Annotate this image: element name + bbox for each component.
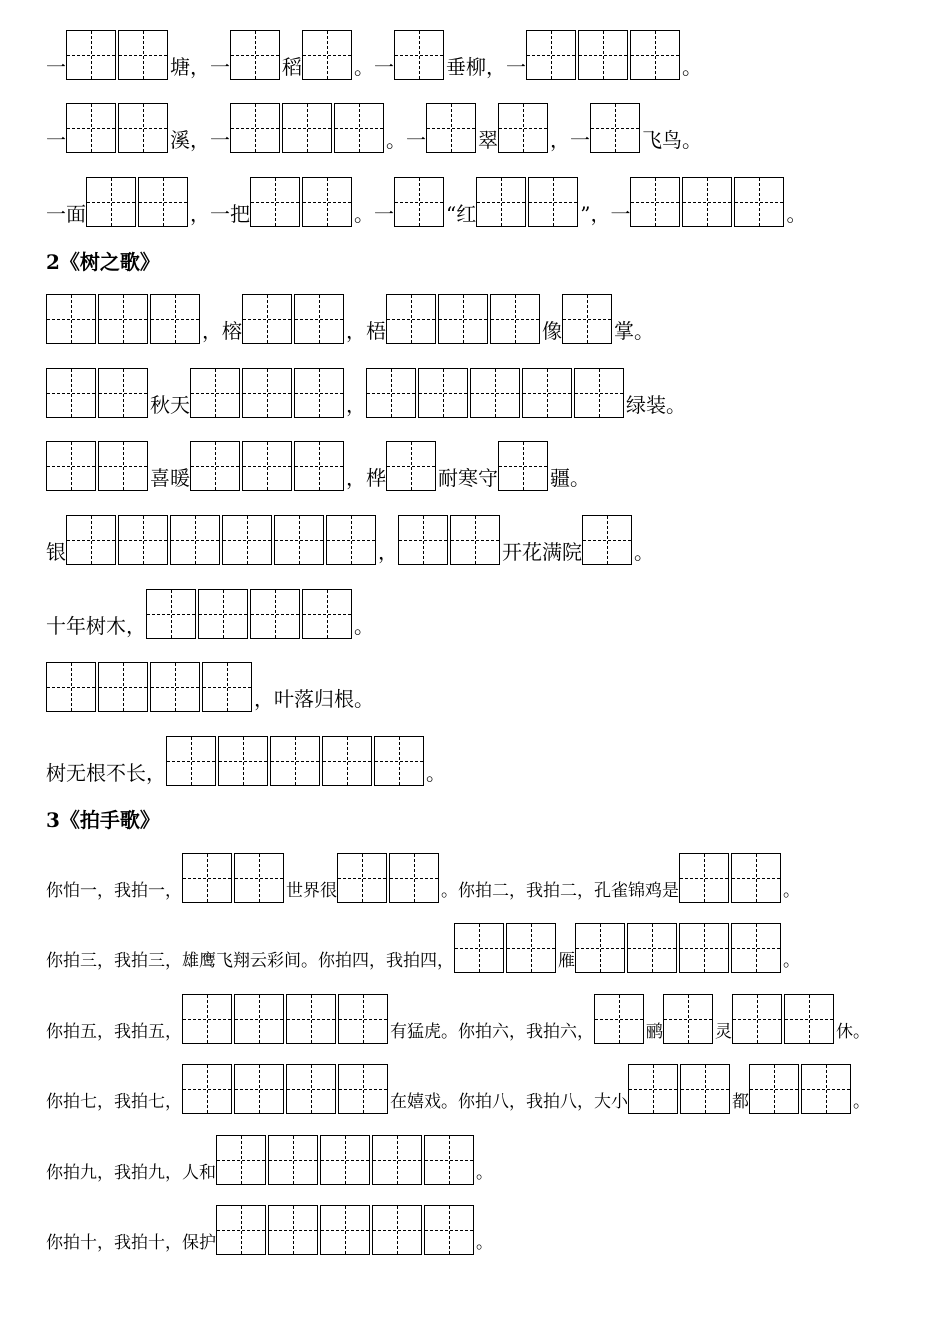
s1-line-3 xyxy=(46,177,806,227)
line-text: ， xyxy=(378,540,398,564)
line-text: 一 xyxy=(46,128,66,152)
writing-grid-box xyxy=(198,589,248,639)
writing-grid-box xyxy=(476,177,526,227)
writing-grid-box xyxy=(230,30,280,80)
s3-line-2 xyxy=(46,923,800,973)
writing-grid-box xyxy=(627,923,677,973)
line-text: 一面 xyxy=(46,202,86,226)
writing-grid-box xyxy=(734,177,784,227)
line-text: 。一 xyxy=(354,202,394,226)
writing-grid-box xyxy=(394,177,444,227)
writing-grid-box xyxy=(46,662,96,712)
line-text: 。一 xyxy=(354,55,394,79)
line-text: 你拍三，我拍三，雄鹰飞翔云彩间。你拍四，我拍四， xyxy=(46,951,454,971)
writing-grid-box xyxy=(118,515,168,565)
writing-grid-box xyxy=(98,441,148,491)
writing-grid-box xyxy=(250,177,300,227)
writing-grid-box xyxy=(234,994,284,1044)
line-text: ”，一 xyxy=(580,202,631,226)
s3-line-6 xyxy=(46,1205,493,1255)
line-text: 。 xyxy=(634,540,654,564)
writing-grid-box xyxy=(46,368,96,418)
writing-grid-box xyxy=(374,736,424,786)
line-text: 休。 xyxy=(836,1022,870,1042)
line-text: “红 xyxy=(446,202,477,226)
writing-grid-box xyxy=(528,177,578,227)
writing-grid-box xyxy=(268,1205,318,1255)
writing-grid-box xyxy=(138,177,188,227)
line-text: 开花满院 xyxy=(502,540,582,564)
line-text: 喜暖 xyxy=(150,466,190,490)
writing-grid-box xyxy=(66,515,116,565)
writing-grid-box xyxy=(182,994,232,1044)
writing-grid-box xyxy=(294,368,344,418)
writing-grid-box xyxy=(294,294,344,344)
writing-grid-box xyxy=(424,1205,474,1255)
writing-grid-box xyxy=(628,1064,678,1114)
line-text: 垂柳，一 xyxy=(446,55,526,79)
writing-grid-box xyxy=(326,515,376,565)
writing-grid-box xyxy=(506,923,556,973)
writing-grid-box xyxy=(242,368,292,418)
writing-grid-box xyxy=(394,30,444,80)
s2-line-3 xyxy=(46,441,590,491)
writing-grid-box xyxy=(234,853,284,903)
writing-grid-box xyxy=(66,103,116,153)
writing-grid-box xyxy=(282,103,332,153)
line-text: 一 xyxy=(46,55,66,79)
line-text: 掌。 xyxy=(614,319,654,343)
line-text: 有猛虎。你拍六，我拍六， xyxy=(390,1022,594,1042)
s3-line-5 xyxy=(46,1135,493,1185)
writing-grid-box xyxy=(731,853,781,903)
writing-grid-box xyxy=(202,662,252,712)
line-text: 你拍七，我拍七， xyxy=(46,1092,182,1112)
line-text: ，一 xyxy=(550,128,590,152)
line-text: 你拍五，我拍五， xyxy=(46,1022,182,1042)
writing-grid-box xyxy=(386,294,436,344)
line-text: 。一 xyxy=(386,128,426,152)
writing-grid-box xyxy=(418,368,468,418)
writing-grid-box xyxy=(218,736,268,786)
writing-grid-box xyxy=(490,294,540,344)
writing-grid-box xyxy=(242,294,292,344)
writing-grid-box xyxy=(86,177,136,227)
writing-grid-box xyxy=(731,923,781,973)
writing-grid-box xyxy=(98,294,148,344)
s2-line-7 xyxy=(46,736,446,786)
writing-grid-box xyxy=(630,30,680,80)
writing-grid-box xyxy=(590,103,640,153)
writing-grid-box xyxy=(582,515,632,565)
line-text: 像 xyxy=(542,319,562,343)
writing-grid-box xyxy=(562,294,612,344)
s3-line-3 xyxy=(46,994,870,1044)
writing-grid-box xyxy=(630,177,680,227)
writing-grid-box xyxy=(170,515,220,565)
writing-grid-box xyxy=(498,103,548,153)
line-text: ，叶落归根。 xyxy=(254,687,374,711)
writing-grid-box xyxy=(274,515,324,565)
writing-grid-box xyxy=(424,1135,474,1185)
writing-grid-box xyxy=(784,994,834,1044)
line-text: 。 xyxy=(426,761,446,785)
line-text: 鹂 xyxy=(646,1022,663,1042)
writing-grid-box xyxy=(268,1135,318,1185)
writing-grid-box xyxy=(372,1205,422,1255)
writing-grid-box xyxy=(450,515,500,565)
line-text: 你拍九，我拍九，人和 xyxy=(46,1163,216,1183)
line-text: 。 xyxy=(476,1233,493,1253)
line-text: ， xyxy=(346,393,366,417)
writing-grid-box xyxy=(302,30,352,80)
writing-grid-box xyxy=(470,368,520,418)
writing-grid-box xyxy=(182,1064,232,1114)
line-text: 。 xyxy=(682,55,702,79)
writing-grid-box xyxy=(190,441,240,491)
line-text: 耐寒守 xyxy=(438,466,498,490)
line-text: 你怕一，我拍一， xyxy=(46,881,182,901)
line-text: ，桦 xyxy=(346,466,386,490)
writing-grid-box xyxy=(190,368,240,418)
line-text: 疆。 xyxy=(550,466,590,490)
line-text: 十年树木， xyxy=(46,614,146,638)
writing-grid-box xyxy=(337,853,387,903)
line-text: 。 xyxy=(853,1092,870,1112)
writing-grid-box xyxy=(334,103,384,153)
writing-grid-box xyxy=(679,923,729,973)
writing-grid-box xyxy=(574,368,624,418)
section-2-title: 2《树之歌》 xyxy=(46,250,160,274)
writing-grid-box xyxy=(320,1205,370,1255)
line-text: ，榕 xyxy=(202,319,242,343)
writing-grid-box xyxy=(98,368,148,418)
line-text: 你拍十，我拍十，保护 xyxy=(46,1233,216,1253)
line-text: 树无根不长， xyxy=(46,761,166,785)
writing-grid-box xyxy=(66,30,116,80)
line-text: 雁 xyxy=(558,951,575,971)
line-text: 塘，一 xyxy=(170,55,230,79)
writing-grid-box xyxy=(389,853,439,903)
writing-grid-box xyxy=(526,30,576,80)
s3-line-4 xyxy=(46,1064,870,1114)
line-text: 。 xyxy=(783,881,800,901)
writing-grid-box xyxy=(166,736,216,786)
s1-line-2 xyxy=(46,103,702,153)
s2-line-4 xyxy=(46,515,654,565)
writing-grid-box xyxy=(372,1135,422,1185)
writing-grid-box xyxy=(286,1064,336,1114)
writing-grid-box xyxy=(322,736,372,786)
writing-grid-box xyxy=(98,662,148,712)
writing-grid-box xyxy=(118,103,168,153)
writing-grid-box xyxy=(386,441,436,491)
line-text: 世界很 xyxy=(286,881,337,901)
writing-grid-box xyxy=(46,441,96,491)
line-text: 。 xyxy=(783,951,800,971)
s2-line-1 xyxy=(46,294,654,344)
writing-grid-box xyxy=(366,368,416,418)
line-text: ，一把 xyxy=(190,202,250,226)
writing-grid-box xyxy=(732,994,782,1044)
writing-grid-box xyxy=(438,294,488,344)
writing-grid-box xyxy=(498,441,548,491)
line-text: 银 xyxy=(46,540,66,564)
line-text: 飞鸟。 xyxy=(642,128,702,152)
writing-grid-box xyxy=(294,441,344,491)
line-text: 。 xyxy=(476,1163,493,1183)
writing-grid-box xyxy=(663,994,713,1044)
writing-grid-box xyxy=(146,589,196,639)
writing-grid-box xyxy=(46,294,96,344)
section-3-title: 3《拍手歌》 xyxy=(46,808,160,832)
writing-grid-box xyxy=(302,589,352,639)
line-text: 秋天 xyxy=(150,393,190,417)
line-text: 。 xyxy=(786,202,807,226)
writing-grid-box xyxy=(222,515,272,565)
writing-grid-box xyxy=(801,1064,851,1114)
line-text: 。 xyxy=(354,614,374,638)
s2-line-2 xyxy=(46,368,686,418)
writing-grid-box xyxy=(250,589,300,639)
line-text: 绿装。 xyxy=(626,393,686,417)
writing-grid-box xyxy=(578,30,628,80)
s2-line-5 xyxy=(46,589,374,639)
writing-grid-box xyxy=(150,662,200,712)
line-text: 溪，一 xyxy=(170,128,230,152)
line-text: 灵 xyxy=(715,1022,732,1042)
writing-grid-box xyxy=(398,515,448,565)
writing-grid-box xyxy=(216,1205,266,1255)
writing-grid-box xyxy=(679,853,729,903)
writing-grid-box xyxy=(118,30,168,80)
line-text: 。你拍二，我拍二，孔雀锦鸡是 xyxy=(441,881,679,901)
writing-grid-box xyxy=(242,441,292,491)
writing-grid-box xyxy=(454,923,504,973)
s3-line-1 xyxy=(46,853,800,903)
writing-grid-box xyxy=(749,1064,799,1114)
writing-grid-box xyxy=(680,1064,730,1114)
s2-line-6 xyxy=(46,662,374,712)
writing-grid-box xyxy=(522,368,572,418)
line-text: ，梧 xyxy=(346,319,386,343)
writing-grid-box xyxy=(682,177,732,227)
writing-grid-box xyxy=(182,853,232,903)
line-text: 稻 xyxy=(282,55,302,79)
line-text: 在嬉戏。你拍八，我拍八，大小 xyxy=(390,1092,628,1112)
writing-grid-box xyxy=(594,994,644,1044)
writing-grid-box xyxy=(286,994,336,1044)
writing-grid-box xyxy=(150,294,200,344)
writing-grid-box xyxy=(270,736,320,786)
writing-grid-box xyxy=(426,103,476,153)
writing-grid-box xyxy=(302,177,352,227)
writing-grid-box xyxy=(338,1064,388,1114)
line-text: 翠 xyxy=(478,128,498,152)
s1-line-1 xyxy=(46,30,702,80)
writing-grid-box xyxy=(320,1135,370,1185)
line-text: 都 xyxy=(732,1092,749,1112)
writing-grid-box xyxy=(575,923,625,973)
writing-grid-box xyxy=(338,994,388,1044)
writing-grid-box xyxy=(216,1135,266,1185)
writing-grid-box xyxy=(234,1064,284,1114)
writing-grid-box xyxy=(230,103,280,153)
